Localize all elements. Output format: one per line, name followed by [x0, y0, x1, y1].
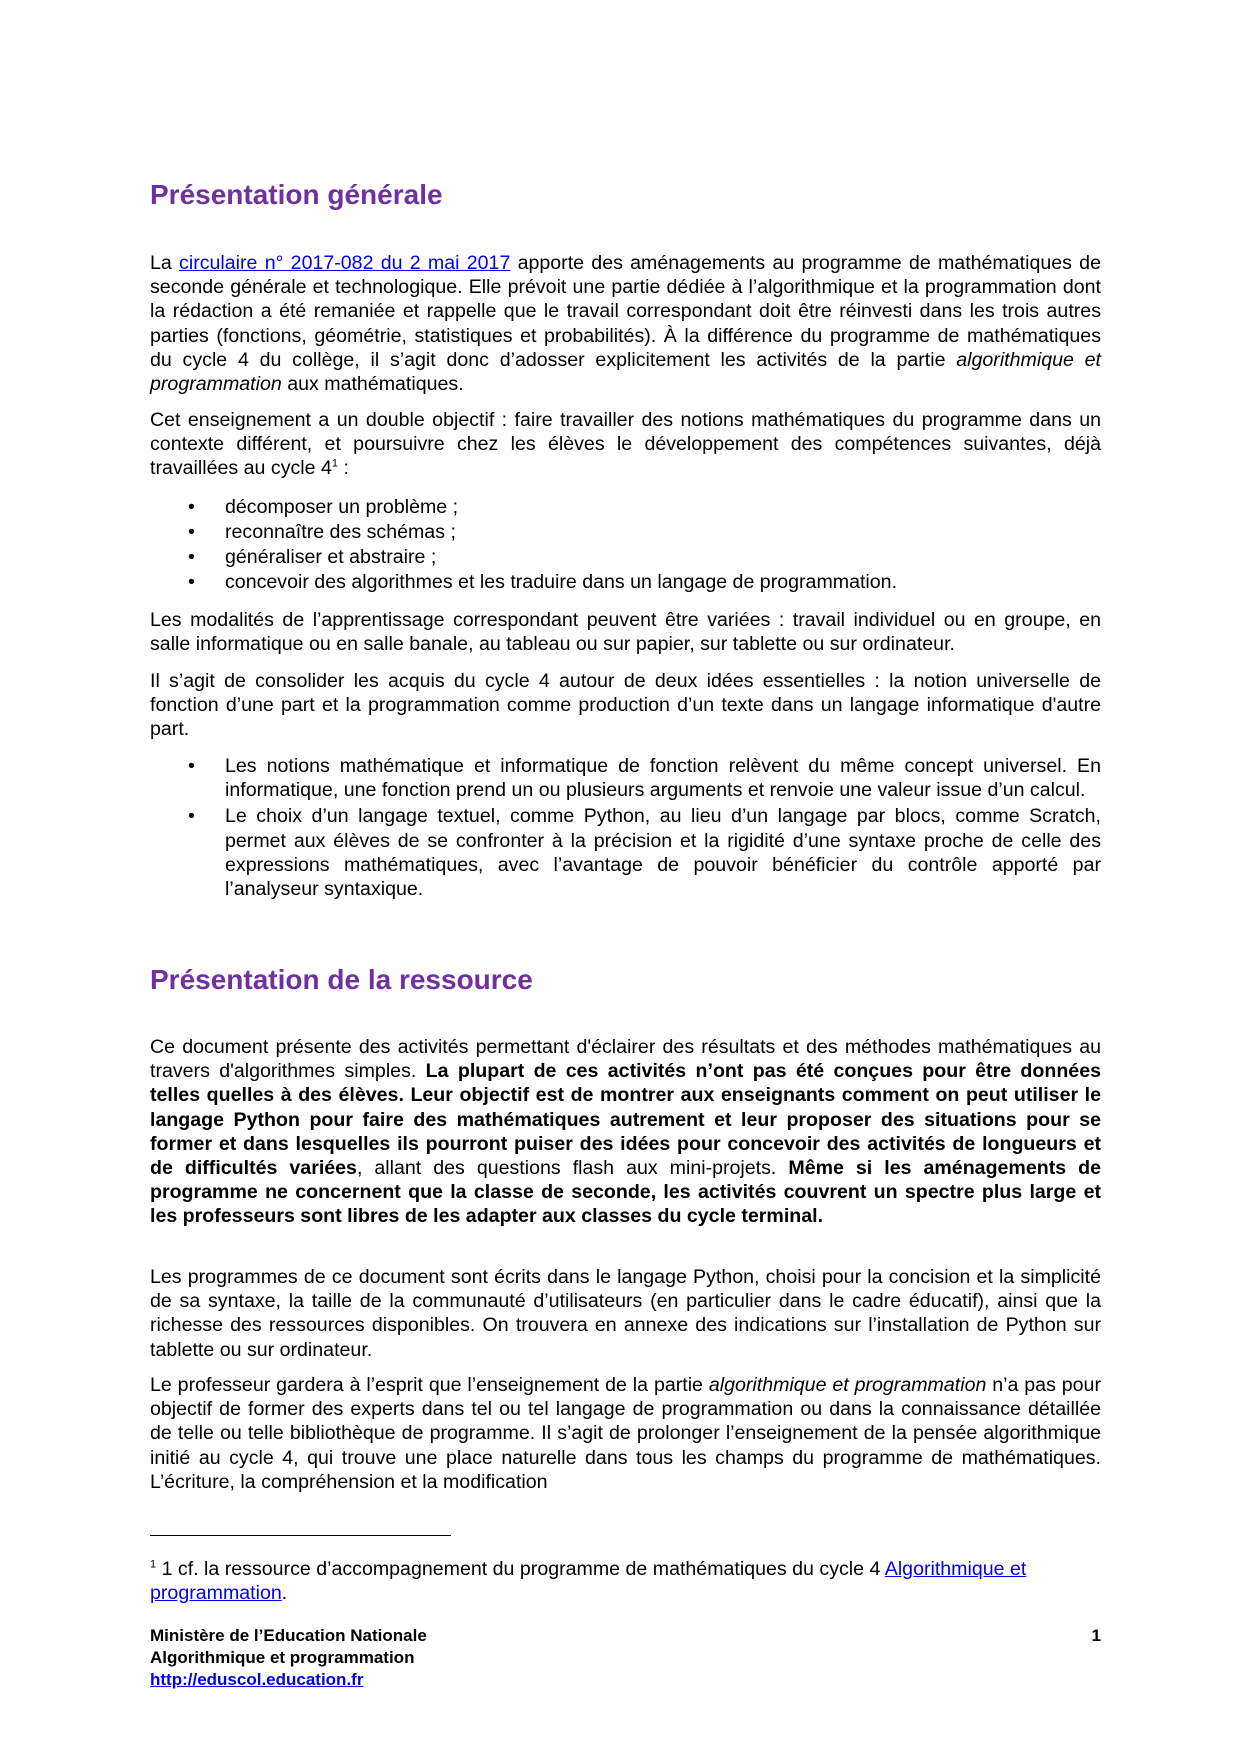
paragraph-intro: [150, 251, 1101, 396]
text: apporte des aménagements au programme de mathématiques de seconde générale et technologique. Elle prévoit une partie dédiée à l’algorithmique et la programmation dont la rédaction a été remaniée et rappelle que le travail correspondant doit être réinvesti dans les trois autres parties (fonctions, géométrie, statistiques et probabilités). À la différence du programme de mathématiques du cycle 4 du collège, il s’agit donc d’adosser explicitement les activités de la partie: [150, 252, 1101, 371]
italic-text: algorithmique et programmation: [150, 348, 1101, 396]
footnote-separator: [150, 1535, 451, 1536]
text: .: [281, 1582, 288, 1605]
paragraph-objectives: [150, 408, 1101, 481]
list-item: • généraliser et abstraire ;: [150, 545, 1101, 570]
section-title-presentation-generale: Présentation générale: [150, 179, 443, 210]
text: , allant des questions flash aux mini-projets.: [356, 1157, 789, 1180]
circulaire-link[interactable]: circulaire n° 2017-082 du 2 mai 2017: [179, 252, 511, 274]
text: Le professeur gardera à l’esprit que l’enseignement de la partie: [150, 1374, 709, 1396]
footnote: [150, 1557, 1101, 1605]
text: Cet enseignement a un double objectif : faire travailler des notions mathématiques du programme dans un contexte différent, et poursuivre chez les élèves le développement des compétences suivantes, déjà travaillées au cycle 4: [150, 409, 1101, 480]
paragraph-modalites: Les modalités de l’apprentissage correspondant peuvent être variées : travail individuel ou en groupe, en salle informatique ou en salle banale, au tableau ou sur papier, sur tablette ou sur ordinateur.: [150, 609, 1101, 656]
text: Ce document présente des activités permettant d'éclairer des résultats et des méthodes mathématiques au travers d'algorithmes simples.: [150, 1036, 1101, 1083]
competences-list: [150, 495, 1101, 595]
footnote-mark: 1: [150, 1558, 157, 1571]
text: aux mathématiques.: [281, 373, 464, 396]
list-item: • Le choix d’un langage textuel, comme Python, au lieu d’un langage par blocs, comme Scratch, permet aux élèves de se confronter à la précision et la rigidité d’une syntaxe proche de celle des expressions mathématiques, avec l’avantage de pouvoir bénéficier du contrôle apporté par l’analyseur syntaxique.: [150, 804, 1101, 901]
paragraph-document: [150, 1035, 1101, 1229]
italic-text: algorithmique et programmation: [708, 1374, 987, 1396]
text: 1 cf. la ressource d’accompagnement du programme de mathématiques du cycle 4: [156, 1558, 885, 1580]
list-item: • décomposer un problème ;: [150, 495, 1101, 520]
text: :: [338, 457, 349, 480]
paragraph-professeur: [150, 1373, 1101, 1494]
list-item: • concevoir des algorithmes et les traduire dans un langage de programmation.: [150, 570, 1101, 595]
text: La: [150, 252, 180, 274]
page-number: 1: [1091, 1626, 1101, 1645]
footer-ministry: Ministère de l’Education Nationale: [150, 1626, 427, 1645]
footer-eduscol-link[interactable]: http://eduscol.education.fr: [150, 1670, 364, 1689]
list-item: • reconnaître des schémas ;: [150, 520, 1101, 545]
footnote-link[interactable]: Algorithmique et programmation: [150, 1558, 1027, 1605]
paragraph-python: Les programmes de ce document sont écrits dans le langage Python, choisi pour la concision et la simplicité de sa syntaxe, la taille de la communauté d’utilisateurs (en particulier dans le cadre éducatif), ainsi que la richesse des ressources disponibles. On trouvera en annexe des indications sur l’installation de Python sur tablette ou sur ordinateur.: [150, 1266, 1101, 1361]
footer-title: Algorithmique et programmation: [150, 1648, 415, 1667]
bold-text: Même si les aménagements de programme ne concernent que la classe de seconde, les activités couvrent un spectre plus large et les professeurs sont libres de les adapter aux classes du cycle terminal.: [150, 1157, 1102, 1228]
footnote-ref[interactable]: 1: [331, 457, 338, 470]
list-item: • Les notions mathématique et informatique de fonction relèvent du même concept universel. En informatique, une fonction prend un ou plusieurs arguments et renvoie une valeur issue d’un calcul.: [150, 754, 1101, 802]
notions-list: [150, 754, 1101, 901]
page-footer: [150, 1625, 1101, 1691]
paragraph-consolider: Il s’agit de consolider les acquis du cycle 4 autour de deux idées essentielles : la notion universelle de fonction d’une part et la programmation comme production d’un texte dans un langage informatique d'autre part.: [150, 670, 1101, 741]
section-title-presentation-ressource: Présentation de la ressource: [150, 964, 533, 995]
text: n’a pas pour objectif de former des experts dans tel ou tel langage de programmation ou dans la connaissance détaillée de telle ou telle bibliothèque de programme. Il s’agit de prolonger l’enseignement de la pensée algorithmique initié au cycle 4, qui trouve une place naturelle dans tous les champs du programme de mathématiques. L’écriture, la compréhension et la modification: [150, 1374, 1101, 1493]
bold-text: La plupart de ces activités n’ont pas été conçues pour être données telles quelles à des élèves. Leur objectif est de montrer aux enseignants comment on peut utiliser le langage Python pour faire des mathématiques autrement et leur proposer des situations pour se former et dans lesquelles ils pourront puiser des idées pour concevoir des activités de longueurs et de difficultés variées: [150, 1060, 1101, 1180]
